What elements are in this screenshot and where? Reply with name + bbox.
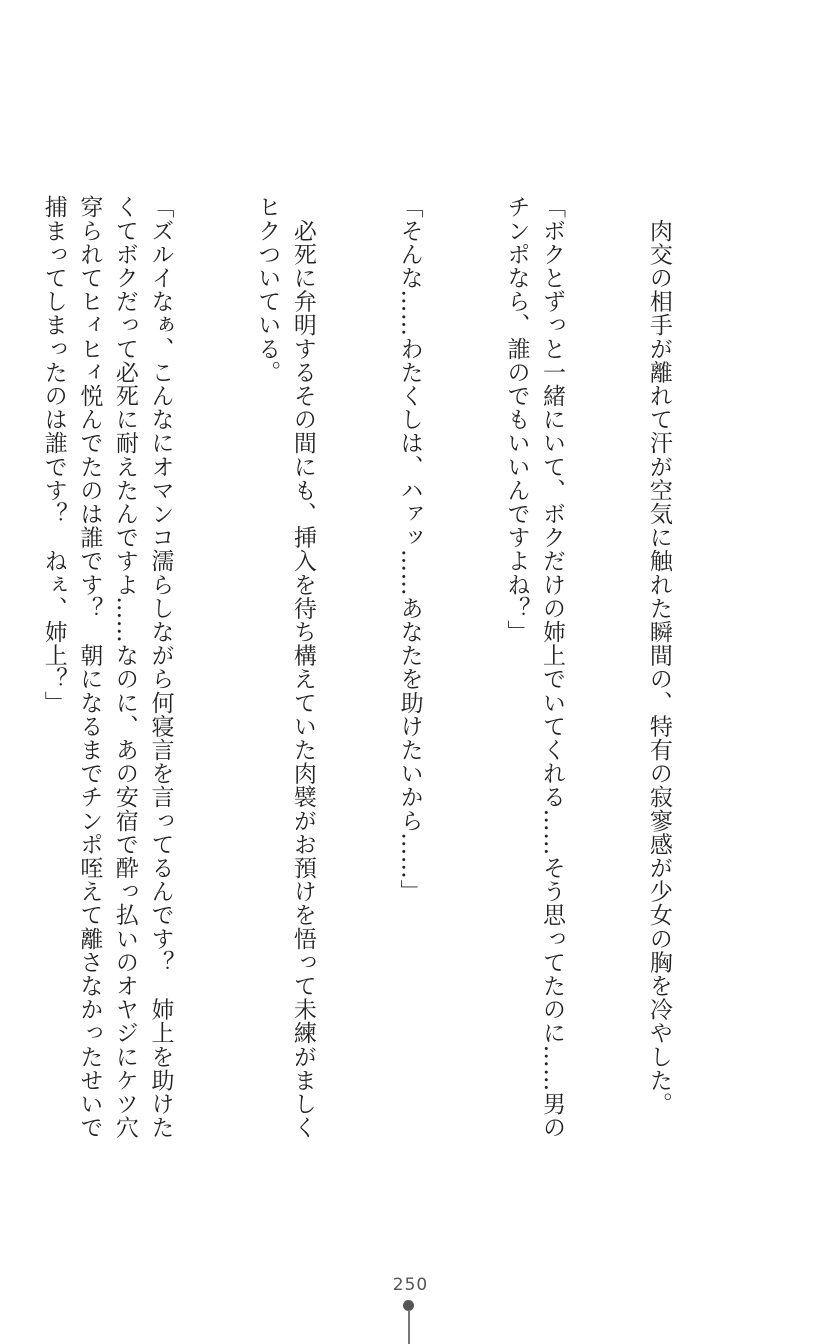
page-number: 250 <box>392 1275 429 1295</box>
paragraph-4: 必死に弁明するその間にも、挿入を待ち構えていた肉襞がお預けを悟って未練がましく ヒクついている。 <box>254 195 316 1139</box>
vertical-text-body <box>0 195 747 1139</box>
paragraph-3: 「そんな……わたくしは、ハァッ……あなたを助けたいから……」 <box>396 195 423 903</box>
page-footer <box>0 1273 821 1344</box>
page-marker-line <box>408 1310 410 1344</box>
paragraph-1: 肉交の相手が離れて汗が空気に触れた瞬間の、特有の寂寥感が少女の胸を冷やした。 <box>645 195 672 1116</box>
paragraph-2: 「ボクとずっと一緒にいて、ボクだけの姉上でいてくれる……そう思ってたのに……男の チンポなら、誰のでもいいんですよね？」 <box>503 195 566 1139</box>
paragraph-5: 「ズルイなぁ、こんなにオマンコ濡らしながら何寝言を言ってるんです？ 姉上を助けた くてボクだって必死に耐えたんですよ……なのに、あの安宿で酔っ払いのオヤジにケツ穴 穿られてヒィヒィ悦んでたのは誰です？ 朝になるまでチンポ咥えて離さなかったせいで 捕まってしまったのは誰です？ ねぇ、姉上？」 <box>40 195 174 1139</box>
